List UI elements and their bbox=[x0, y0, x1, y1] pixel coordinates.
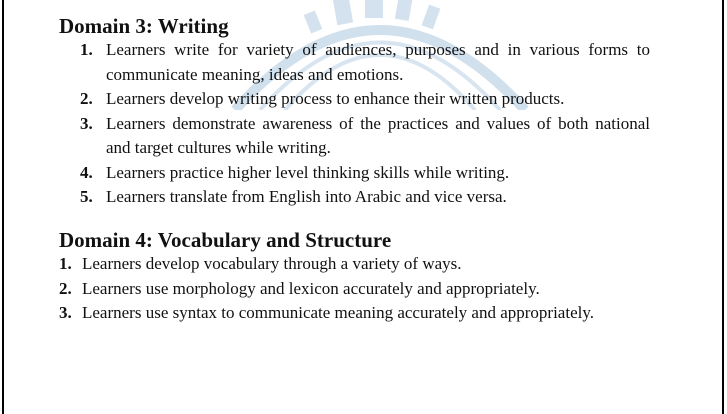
list-item bbox=[59, 252, 669, 277]
item-number: 5. bbox=[80, 187, 93, 206]
list-item bbox=[59, 277, 669, 302]
domain-4-list bbox=[59, 252, 669, 326]
item-number: 1. bbox=[59, 254, 72, 273]
item-text: Learners demonstrate awareness of the practices and values of both national and target cultures while writing. bbox=[106, 113, 650, 157]
list-item bbox=[59, 161, 669, 186]
domain-3-section bbox=[59, 14, 669, 210]
page-border-right bbox=[722, 0, 724, 414]
item-number: 4. bbox=[80, 162, 93, 182]
list-item bbox=[59, 87, 669, 112]
item-text: Learners develop writing process to enhance their written products. bbox=[106, 89, 565, 108]
item-number: 3. bbox=[80, 113, 93, 133]
item-text: Learners use morphology and lexicon accurately and appropriately. bbox=[82, 278, 540, 298]
list-item bbox=[59, 185, 669, 210]
item-text: Learners use syntax to communicate meaning accurately and appropriately. bbox=[82, 303, 594, 322]
page-border-left bbox=[2, 0, 4, 414]
list-item bbox=[59, 112, 669, 161]
list-item bbox=[59, 301, 669, 326]
item-text: Learners practice higher level thinking skills while writing. bbox=[106, 162, 510, 182]
domain-3-title: Domain 3: Writing bbox=[59, 14, 229, 38]
domain-3-list bbox=[59, 38, 669, 210]
item-number: 3. bbox=[59, 303, 72, 322]
domain-4-title: Domain 4: Vocabulary and Structure bbox=[59, 228, 392, 252]
item-text: Learners write for variety of audiences, purposes and in various forms to communicate meaning, ideas and emotions. bbox=[106, 40, 650, 84]
item-number: 2. bbox=[80, 89, 93, 108]
item-number: 2. bbox=[59, 278, 72, 298]
item-text: Learners translate from English into Arabic and vice versa. bbox=[106, 187, 507, 206]
list-item bbox=[59, 38, 669, 87]
item-text: Learners develop vocabulary through a variety of ways. bbox=[82, 254, 462, 273]
item-number: 1. bbox=[80, 40, 93, 59]
domain-4-section bbox=[59, 228, 669, 326]
